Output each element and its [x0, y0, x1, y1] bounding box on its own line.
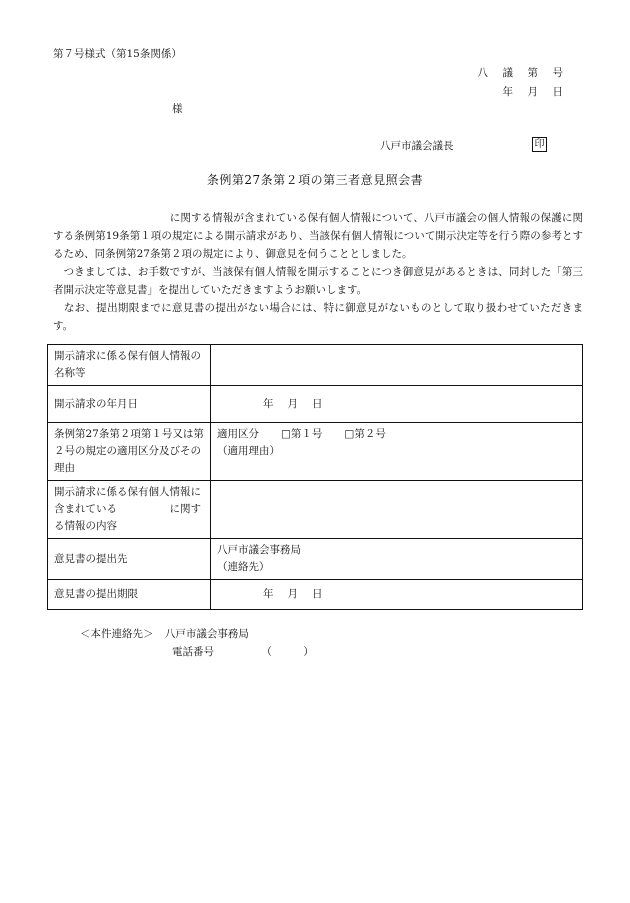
table-row: [48, 386, 583, 423]
category-line: [217, 426, 576, 443]
option-2-checkbox: □第２号: [344, 428, 386, 440]
issue-date: 年 月 日: [502, 86, 565, 98]
day-label: 日: [312, 397, 323, 410]
document-number: 八 議 第 号: [477, 67, 565, 79]
row-label-info-name: 開示請求に係る保有個人情報の名称等: [48, 345, 211, 386]
row-value-category: [211, 423, 583, 481]
row-label-deadline: 意見書の提出期限: [48, 580, 211, 610]
contact-heading: ＜本件連絡先＞: [80, 628, 154, 640]
inquiry-table: [47, 344, 583, 610]
form-number: 第７号様式（第15条関係）: [53, 48, 182, 60]
option-1-checkbox: □第１号: [281, 428, 323, 440]
footer-contact: [80, 628, 249, 641]
row-label-request-date: 開示請求の年月日: [48, 386, 211, 423]
document-title: 条例第27条第２項の第三者意見照会書: [206, 173, 424, 187]
body-paragraph-3: なお、提出期限までに意見書の提出がない場合には、特に御意見がないものとして取り扱わせていただきます。: [53, 302, 583, 332]
seal-mark: 印: [532, 137, 547, 152]
row-value-submission-to: [211, 539, 583, 580]
reason-label: （適用理由）: [217, 445, 280, 457]
row-label-info-content: 開示請求に係る保有個人情報に含まれている に関する情報の内容: [48, 481, 211, 539]
day-label: 日: [312, 588, 323, 600]
table-row: [48, 345, 583, 386]
row-value-deadline: [211, 580, 583, 610]
sender: 八戸市議会議長: [380, 140, 454, 152]
body-paragraph-1: に関する情報が含まれている保有個人情報について、八戸市議会の個人情報の保護に関する条例第19条第１項の規定による開示請求があり、当該保有個人情報について開示決定等を行う際の参考とするため、同条例第27条第２項の規定により、御意見を伺うこととしました。: [53, 212, 583, 260]
body-paragraph-2: つきましては、お手数ですが、当該保有個人情報を開示することにつき御意見があるときは、同封した「第三者開示決定等意見書」を提出していただきますようお願いします。: [53, 266, 583, 296]
year-label: 年: [263, 588, 274, 600]
row-value-info-content: [211, 481, 583, 539]
contact-office: 八戸市議会事務局: [164, 628, 249, 640]
table-row: [48, 580, 583, 610]
phone-number-field: （ ）: [261, 646, 314, 658]
office-name: 八戸市議会事務局: [217, 544, 301, 556]
phone-label: 電話番号: [172, 646, 214, 658]
month-label: 月: [287, 588, 298, 600]
category-label: 適用区分: [217, 428, 259, 440]
body-text: [53, 209, 583, 335]
table-row: [48, 481, 583, 539]
row-label-category: 条例第27条第２項第１号又は第２号の規定の適用区分及びその理由: [48, 423, 211, 481]
month-label: 月: [287, 397, 298, 410]
row-label-submission-to: 意見書の提出先: [48, 539, 211, 580]
row-value-request-date: [211, 386, 583, 423]
addressee: 様: [172, 103, 183, 115]
row-value-info-name: [211, 345, 583, 386]
table-row: [48, 423, 583, 481]
table-row: [48, 539, 583, 580]
contact-label: （連絡先）: [217, 561, 270, 573]
footer-phone: [172, 646, 314, 659]
year-label: 年: [263, 397, 274, 410]
